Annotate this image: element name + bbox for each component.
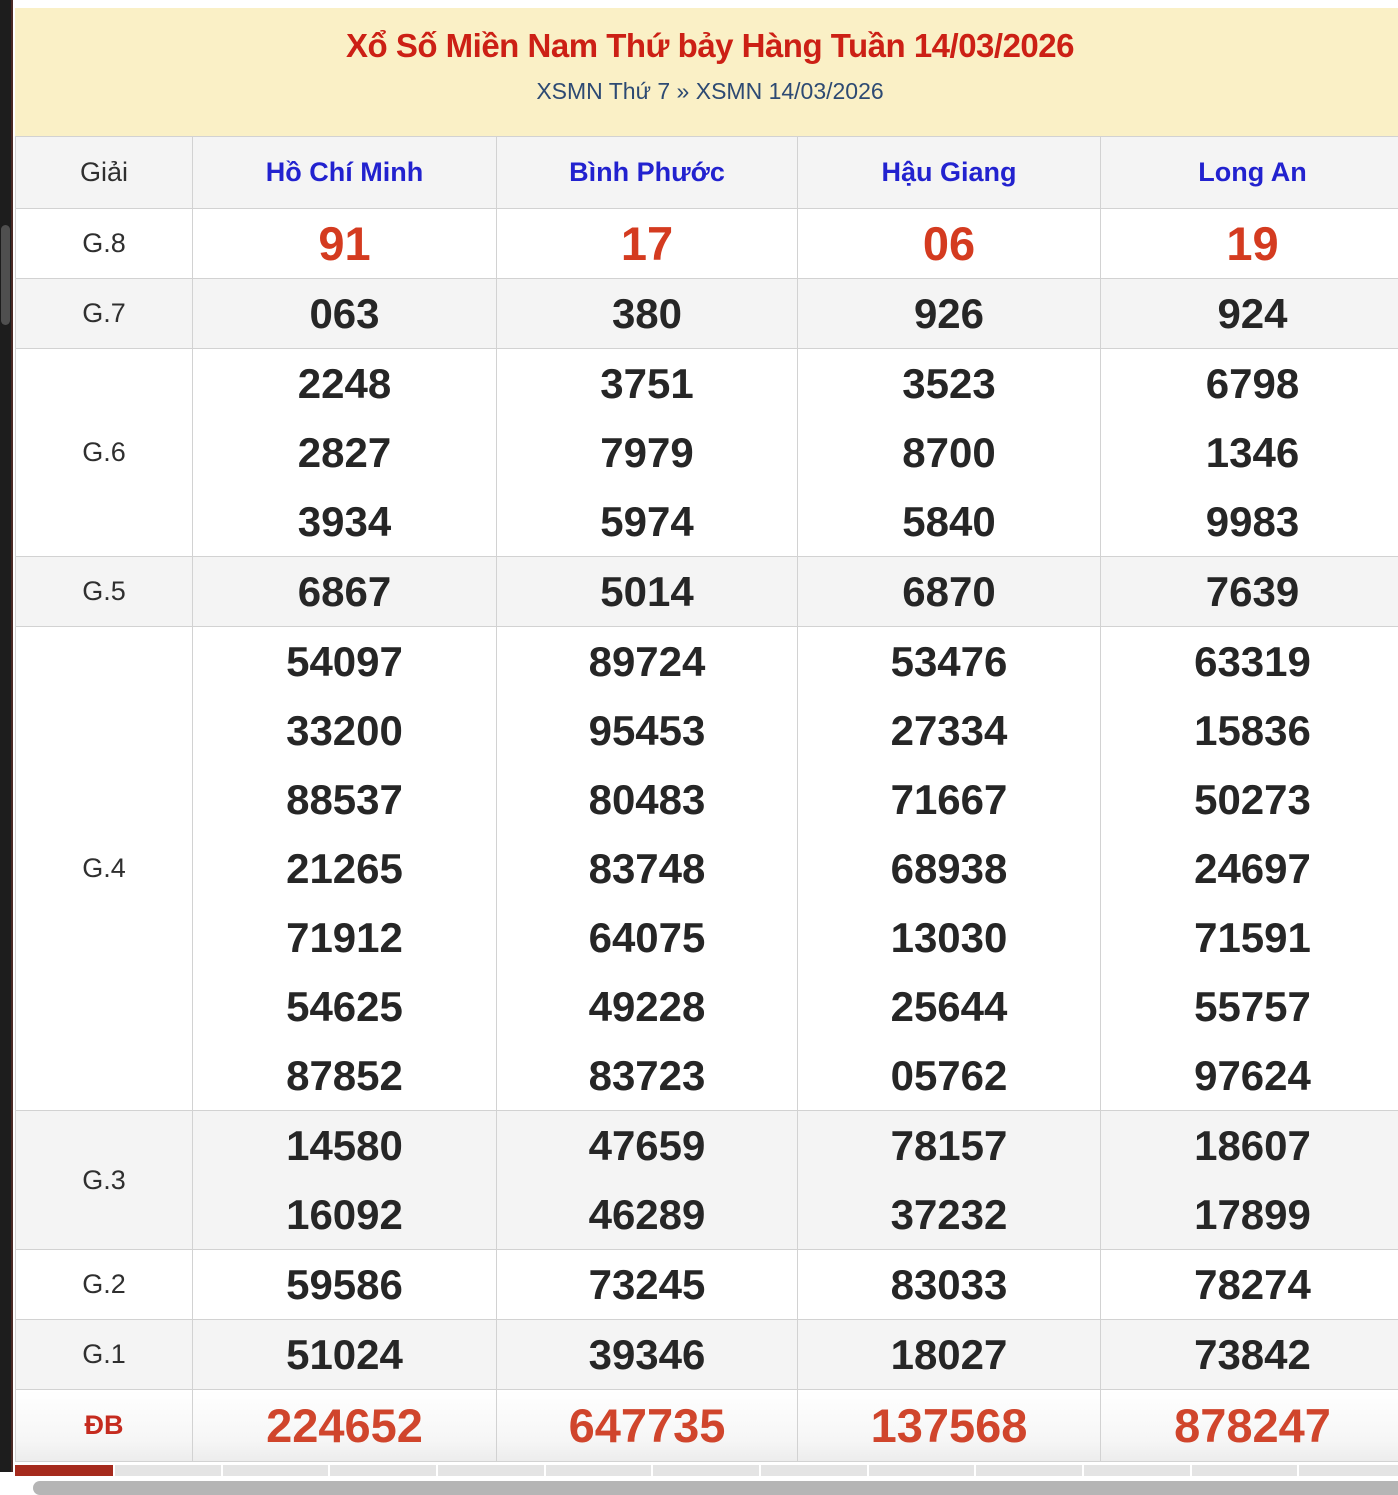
result-number: 73245: [497, 1250, 797, 1319]
result-number: 7639: [1101, 557, 1398, 626]
result-number: 6798: [1101, 349, 1398, 418]
result-number: 59586: [193, 1250, 496, 1319]
prize-row: [16, 209, 1398, 279]
result-number: 73842: [1101, 1320, 1398, 1389]
result-number: 2827: [193, 418, 496, 487]
left-scrollbar-thumb[interactable]: [1, 225, 10, 325]
result-number: 14580: [193, 1111, 496, 1180]
result-number: 97624: [1101, 1041, 1398, 1110]
result-number: 18607: [1101, 1111, 1398, 1180]
result-number: 64075: [497, 903, 797, 972]
province-header-ho-chi-minh[interactable]: Hồ Chí Minh: [193, 137, 497, 209]
result-cell: [798, 1250, 1101, 1320]
stats-bar-segment: [653, 1465, 759, 1476]
stats-bar-segment: [976, 1465, 1082, 1476]
result-cell: [193, 209, 497, 279]
prize-label: G.3: [16, 1111, 193, 1250]
prize-row: [16, 349, 1398, 557]
result-cell: [193, 1250, 497, 1320]
result-cell: [497, 1320, 798, 1390]
stats-bar-segment: [546, 1465, 652, 1476]
result-number: 6867: [193, 557, 496, 626]
result-cell: [798, 209, 1101, 279]
result-number: 88537: [193, 765, 496, 834]
prize-row: [16, 1390, 1398, 1462]
result-number: 5974: [497, 487, 797, 556]
result-number: 2248: [193, 349, 496, 418]
result-number: 83748: [497, 834, 797, 903]
prize-label: G.1: [16, 1320, 193, 1390]
province-header-binh-phuoc[interactable]: Bình Phước: [497, 137, 798, 209]
result-cell: [497, 1390, 798, 1462]
result-number: 21265: [193, 834, 496, 903]
result-number: 16092: [193, 1180, 496, 1249]
result-number: 78274: [1101, 1250, 1398, 1319]
result-cell: [193, 1320, 497, 1390]
result-cell: [193, 349, 497, 557]
result-number: 71591: [1101, 903, 1398, 972]
result-number: 89724: [497, 627, 797, 696]
province-header-long-an[interactable]: Long An: [1101, 137, 1398, 209]
result-number: 71667: [798, 765, 1100, 834]
result-number: 78157: [798, 1111, 1100, 1180]
result-number: 87852: [193, 1041, 496, 1110]
result-number: 3751: [497, 349, 797, 418]
result-cell: [798, 1111, 1101, 1250]
page-content: [15, 0, 1398, 1495]
stats-bar-segment: [1084, 1465, 1190, 1476]
prize-row: [16, 1250, 1398, 1320]
result-number: 25644: [798, 972, 1100, 1041]
stats-bar-segment: [115, 1465, 221, 1476]
result-number: 68938: [798, 834, 1100, 903]
result-cell: [798, 1390, 1101, 1462]
stats-bar-segment: [761, 1465, 867, 1476]
result-number: 39346: [497, 1320, 797, 1389]
result-number: 46289: [497, 1180, 797, 1249]
result-number: 137568: [798, 1390, 1100, 1461]
result-number: 27334: [798, 696, 1100, 765]
prize-label: G.4: [16, 627, 193, 1111]
result-cell: [497, 209, 798, 279]
prize-label: G.8: [16, 209, 193, 279]
result-number: 83723: [497, 1041, 797, 1110]
result-cell: [193, 279, 497, 349]
result-number: 063: [193, 279, 496, 348]
result-number: 63319: [1101, 627, 1398, 696]
result-number: 7979: [497, 418, 797, 487]
result-number: 926: [798, 279, 1100, 348]
page-breadcrumb[interactable]: XSMN Thứ 7 » XSMN 14/03/2026: [15, 78, 1398, 105]
result-cell: [1101, 279, 1398, 349]
result-cell: [497, 1111, 798, 1250]
result-cell: [1101, 1250, 1398, 1320]
result-number: 37232: [798, 1180, 1100, 1249]
result-cell: [497, 1250, 798, 1320]
prize-row: [16, 1320, 1398, 1390]
left-scrollbar-track[interactable]: [0, 0, 13, 1472]
result-cell: [798, 1320, 1101, 1390]
prize-label: G.6: [16, 349, 193, 557]
result-number: 49228: [497, 972, 797, 1041]
result-number: 91: [193, 209, 496, 278]
result-number: 05762: [798, 1041, 1100, 1110]
result-number: 18027: [798, 1320, 1100, 1389]
prize-row: [16, 627, 1398, 1111]
result-number: 06: [798, 209, 1100, 278]
result-cell: [1101, 1320, 1398, 1390]
result-number: 6870: [798, 557, 1100, 626]
results-table-head: [16, 137, 1398, 209]
result-cell: [497, 279, 798, 349]
results-table: [15, 136, 1398, 1462]
result-cell: [798, 279, 1101, 349]
result-number: 5840: [798, 487, 1100, 556]
stats-bar-segment: [223, 1465, 329, 1476]
result-cell: [1101, 209, 1398, 279]
result-number: 17: [497, 209, 797, 278]
header-row: [16, 137, 1398, 209]
page-banner: [15, 8, 1398, 136]
result-number: 47659: [497, 1111, 797, 1180]
result-number: 8700: [798, 418, 1100, 487]
result-cell: [798, 557, 1101, 627]
result-number: 54097: [193, 627, 496, 696]
prize-label: ĐB: [16, 1390, 193, 1462]
stats-bar-segment-red: [15, 1465, 113, 1476]
result-number: 224652: [193, 1390, 496, 1461]
result-cell: [1101, 557, 1398, 627]
result-cell: [1101, 349, 1398, 557]
result-number: 51024: [193, 1320, 496, 1389]
result-number: 71912: [193, 903, 496, 972]
result-number: 3523: [798, 349, 1100, 418]
page-title: Xổ Số Miền Nam Thứ bảy Hàng Tuần 14/03/2026: [15, 26, 1398, 66]
result-number: 55757: [1101, 972, 1398, 1041]
result-cell: [497, 627, 798, 1111]
result-number: 878247: [1101, 1390, 1398, 1461]
prize-row: [16, 279, 1398, 349]
results-body: [16, 209, 1398, 1462]
result-number: 5014: [497, 557, 797, 626]
province-header-hau-giang[interactable]: Hậu Giang: [798, 137, 1101, 209]
result-number: 54625: [193, 972, 496, 1041]
result-number: 33200: [193, 696, 496, 765]
result-cell: [193, 1111, 497, 1250]
result-number: 17899: [1101, 1180, 1398, 1249]
result-number: 53476: [798, 627, 1100, 696]
stats-bar-segment: [438, 1465, 544, 1476]
result-cell: [193, 557, 497, 627]
stats-bar-segment: [869, 1465, 975, 1476]
result-number: 924: [1101, 279, 1398, 348]
result-number: 95453: [497, 696, 797, 765]
stats-bar-segment: [1192, 1465, 1298, 1476]
result-cell: [798, 627, 1101, 1111]
result-cell: [193, 1390, 497, 1462]
prize-row: [16, 557, 1398, 627]
horizontal-scrollbar-track[interactable]: [15, 1481, 1398, 1495]
prize-label: G.7: [16, 279, 193, 349]
result-cell: [497, 557, 798, 627]
result-number: 1346: [1101, 418, 1398, 487]
result-number: 19: [1101, 209, 1398, 278]
result-number: 15836: [1101, 696, 1398, 765]
result-cell: [497, 349, 798, 557]
result-cell: [1101, 1111, 1398, 1250]
result-number: 13030: [798, 903, 1100, 972]
result-number: 3934: [193, 487, 496, 556]
result-number: 50273: [1101, 765, 1398, 834]
result-number: 24697: [1101, 834, 1398, 903]
prize-row: [16, 1111, 1398, 1250]
result-number: 9983: [1101, 487, 1398, 556]
result-number: 80483: [497, 765, 797, 834]
result-cell: [193, 627, 497, 1111]
result-cell: [798, 349, 1101, 557]
stats-preview-bar: [15, 1465, 1398, 1476]
result-cell: [1101, 1390, 1398, 1462]
result-number: 647735: [497, 1390, 797, 1461]
stats-bar-segment: [1299, 1465, 1398, 1476]
result-number: 83033: [798, 1250, 1100, 1319]
horizontal-scrollbar-thumb[interactable]: [33, 1481, 1398, 1495]
result-number: 380: [497, 279, 797, 348]
stats-bar-segment: [330, 1465, 436, 1476]
prize-label: G.2: [16, 1250, 193, 1320]
result-cell: [1101, 627, 1398, 1111]
prize-column-header: Giải: [16, 137, 193, 209]
prize-label: G.5: [16, 557, 193, 627]
